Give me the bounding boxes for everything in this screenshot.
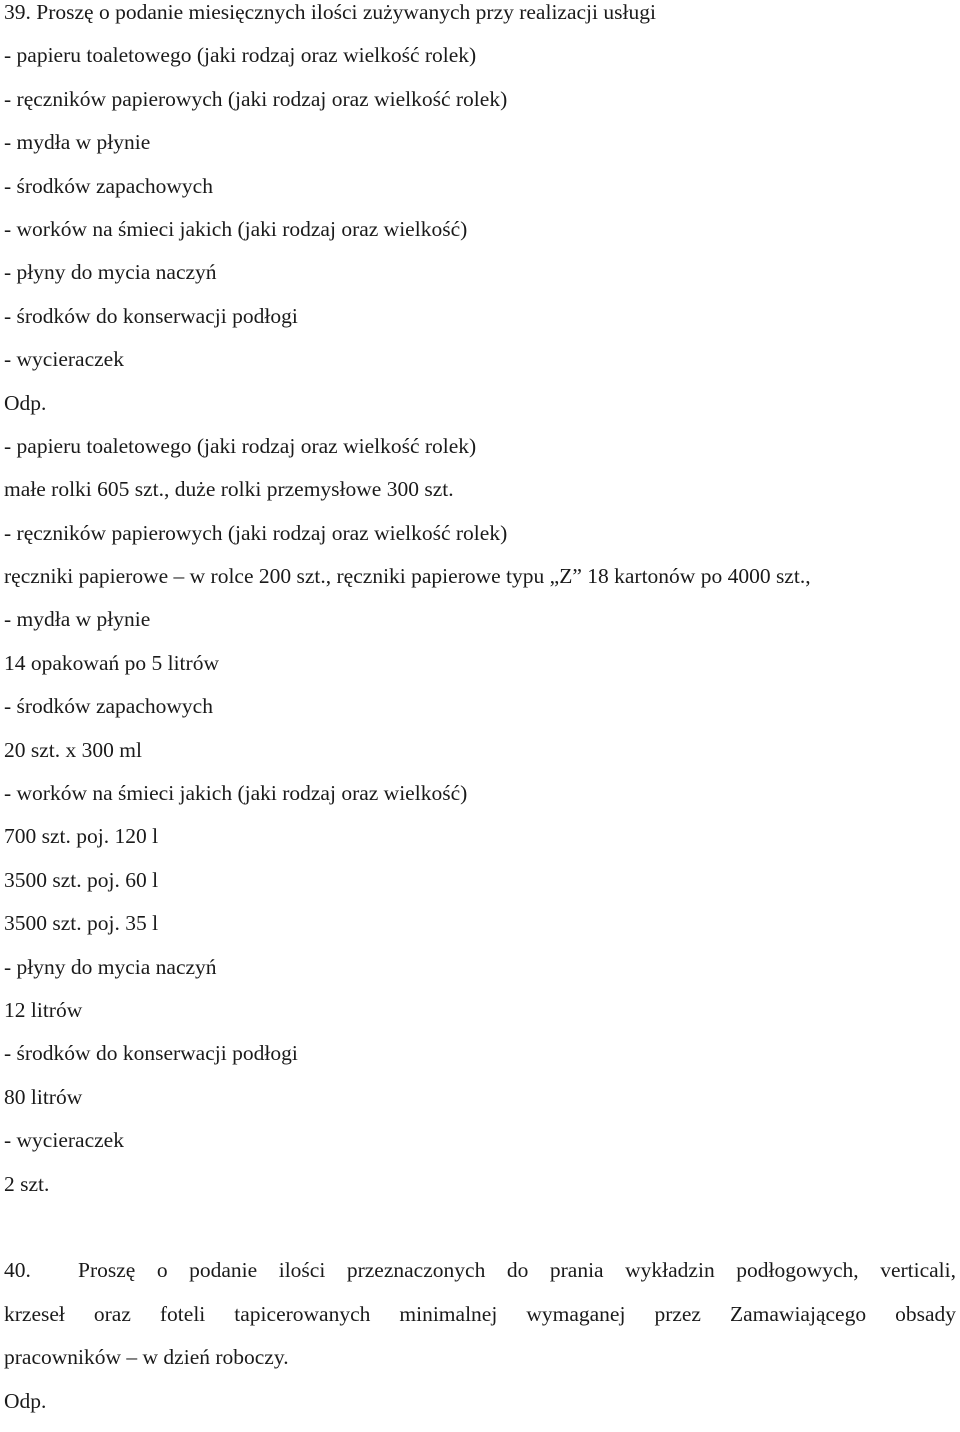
- q39-item: - środków zapachowych: [4, 173, 213, 198]
- q39-answer-label: Odp.: [4, 390, 47, 415]
- q39-answer-line: - papieru toaletowego (jaki rodzaj oraz wielkość rolek): [4, 433, 477, 458]
- q39-item: - środków do konserwacji podłogi: [4, 303, 298, 328]
- q39-answer-line: 700 szt. poj. 120 l: [4, 824, 159, 849]
- q39-answer-line: małe rolki 605 szt., duże rolki przemysłowe 300 szt.: [4, 477, 454, 502]
- q39-answer-line: 80 litrów: [4, 1084, 83, 1109]
- question-40-line-2: krzeseł oraz foteli tapicerowanych minimalnej wymaganej przez Zamawiającego obsady: [4, 1301, 956, 1326]
- question-39-title: 39. Proszę o podanie miesięcznych ilości zużywanych przy realizacji usługi: [4, 0, 656, 24]
- q39-answer-line: - mydła w płynie: [4, 607, 151, 632]
- q40-answer-label: Odp.: [4, 1388, 47, 1413]
- q39-answer-line: - płyny do mycia naczyń: [4, 954, 217, 979]
- q39-answer-line: - środków do konserwacji podłogi: [4, 1041, 298, 1066]
- question-40-line-3: pracowników – w dzień roboczy.: [4, 1345, 289, 1370]
- section-spacer: [4, 1215, 956, 1258]
- q39-answer-line: - ręczników papierowych (jaki rodzaj oraz wielkość rolek): [4, 520, 508, 545]
- question-40-text-1: Proszę o podanie ilości przeznaczonych do prania wykładzin podłogowych, verticali,: [78, 1258, 956, 1283]
- question-40-number: 40.: [4, 1258, 31, 1283]
- q39-item: - wycieraczek: [4, 347, 124, 372]
- q39-answer-line: - środków zapachowych: [4, 694, 213, 719]
- q39-answer-line: 3500 szt. poj. 60 l: [4, 867, 159, 892]
- q39-answer-line: - wycieraczek: [4, 1128, 124, 1153]
- q39-answer-line: 2 szt.: [4, 1171, 50, 1196]
- question-40-line-1: [4, 1258, 956, 1301]
- q39-item: - ręczników papierowych (jaki rodzaj oraz wielkość rolek): [4, 86, 508, 111]
- q39-item: - mydła w płynie: [4, 130, 151, 155]
- q39-answer-line: 14 opakowań po 5 litrów: [4, 650, 219, 675]
- document-page: [4, 0, 956, 1432]
- q39-item: - papieru toaletowego (jaki rodzaj oraz wielkość rolek): [4, 43, 477, 68]
- q39-answer-line: 20 szt. x 300 ml: [4, 737, 142, 762]
- q39-answer-line: 3500 szt. poj. 35 l: [4, 911, 159, 936]
- q39-item: - worków na śmieci jakich (jaki rodzaj oraz wielkość): [4, 216, 468, 241]
- q39-answer-line: ręczniki papierowe – w rolce 200 szt., ręczniki papierowe typu „Z” 18 kartonów po 4000 szt.,: [4, 564, 811, 589]
- q39-answer-line: - worków na śmieci jakich (jaki rodzaj oraz wielkość): [4, 781, 468, 806]
- q39-answer-line: 12 litrów: [4, 997, 83, 1022]
- q39-item: - płyny do mycia naczyń: [4, 260, 217, 285]
- question-40: [4, 1258, 956, 1432]
